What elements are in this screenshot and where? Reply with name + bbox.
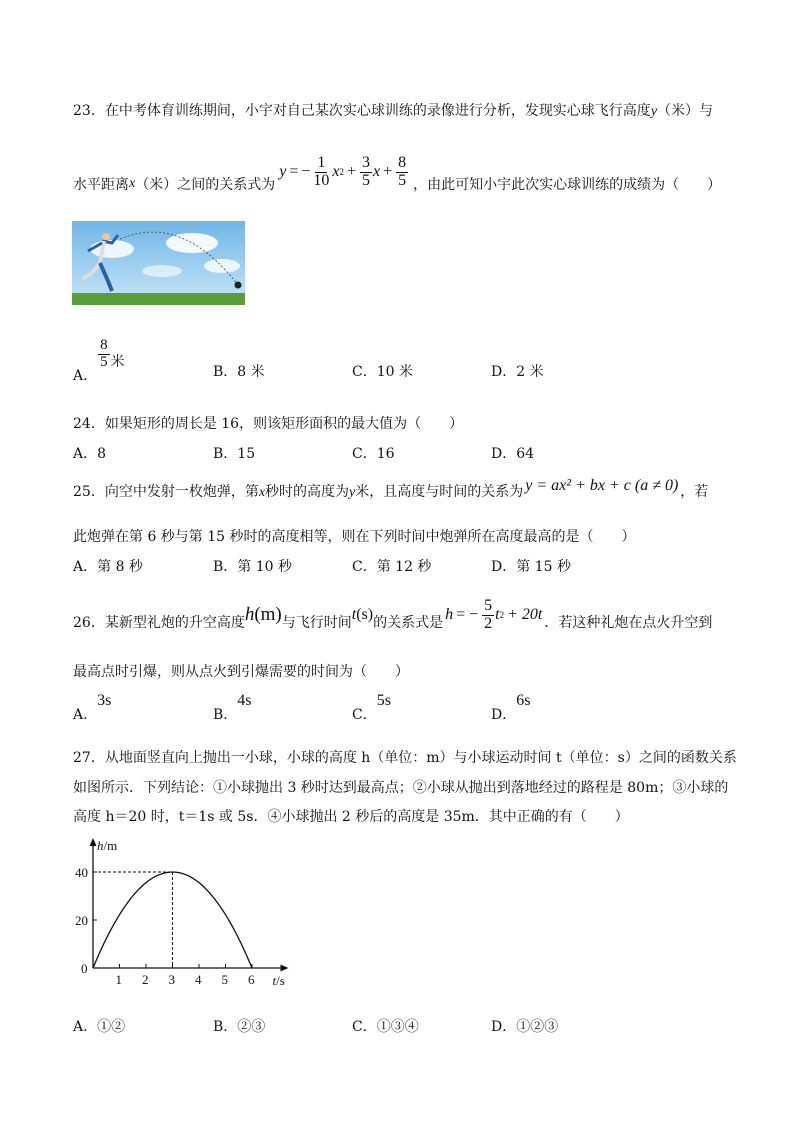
q25-line1a: 25．向空中发射一枚炮弹，第 (73, 484, 259, 500)
q23-opt-a-den: 5 (100, 353, 108, 370)
q23-line1-text: 23．在中考体育训练期间，小宇对自己某次实心球训练的录像进行分析，发现实心球飞行高度 (73, 103, 651, 119)
q24-opt-c-label: C． (352, 446, 377, 462)
q23-line1 (73, 100, 713, 120)
shot-put-photo (72, 221, 245, 305)
q26-option-b[interactable] (213, 690, 252, 723)
q25-option-a[interactable] (73, 556, 143, 576)
q25-opt-c-text: 第 12 秒 (376, 559, 432, 575)
q24-option-c[interactable] (352, 443, 395, 463)
x-tick-label-4: 4 (195, 972, 202, 987)
q25-line1d: ，若 (680, 484, 709, 500)
y-axis-arrow (90, 838, 97, 846)
q26-opt-c-text: 5s (376, 692, 391, 709)
q25-opt-b-label: B． (213, 559, 238, 575)
q23-f-lhs: y (279, 163, 287, 180)
q26-f-exp: 2 (499, 610, 505, 621)
q25-line1b: 秒时的高度为 (265, 484, 350, 500)
q24-option-a[interactable] (73, 443, 106, 463)
q23-opt-c-label: C． (352, 364, 377, 380)
q26-opt-d-text: 6s (516, 692, 531, 709)
q26-f-eq: = − (456, 606, 479, 624)
q23-unit-y: （米）与 (657, 103, 714, 119)
q27-chart-svg (68, 832, 308, 992)
q27-opt-a-label: A． (73, 1019, 98, 1035)
q26-t-var: t (351, 606, 357, 624)
q26-opt-b-text: 4s (237, 692, 252, 709)
q27-option-d[interactable] (491, 1016, 558, 1036)
q23-line2 (73, 150, 721, 194)
q26-opt-c-label: C． (352, 707, 377, 723)
x-tick-label-2: 2 (142, 972, 149, 987)
q26-line1d: ．若这种礼炮在点火升空到 (544, 615, 713, 632)
q23-f-plus1: + (347, 163, 357, 180)
q25-opt-a-text: 第 8 秒 (97, 559, 143, 575)
q25-opt-b-text: 第 10 秒 (237, 559, 293, 575)
q26-opt-d-label: D． (491, 707, 517, 723)
q26-line1 (73, 598, 712, 633)
q23-f-frac2 (360, 155, 372, 190)
q27-line2: 如图所示．下列结论：①小球抛出 3 秒时达到最高点；②小球从抛出到落地经过的路程是 80m；③小球的 (73, 780, 729, 796)
q23-var-y: y (650, 104, 658, 119)
q23-f-frac3 (396, 155, 408, 190)
q23-f3-den: 5 (398, 171, 407, 189)
q27-opt-d-label: D． (491, 1019, 517, 1035)
x-axis-arrow (281, 965, 289, 972)
q25-option-b[interactable] (213, 556, 292, 576)
q23-option-a[interactable] (73, 337, 125, 385)
q26-opt-b-label: B． (213, 707, 238, 723)
shot-put-illustration (72, 221, 245, 305)
q23-f-frac1 (311, 155, 331, 190)
q25-opt-a-label: A． (73, 559, 98, 575)
x-tick-label-6: 6 (248, 972, 255, 987)
q24-opt-d-label: D． (491, 446, 517, 462)
q27-line3: 高度 h＝20 时，t＝1s 或 5s．④小球抛出 2 秒后的高度是 35m．其中正确的有（ ） (73, 809, 629, 825)
q23-opt-a-suffix: 米 (110, 354, 125, 371)
x-tick-label-5: 5 (221, 972, 228, 987)
q27-opt-b-text: ②③ (237, 1019, 266, 1035)
q23-opt-a-label: A． (73, 368, 98, 385)
y-tick-label-40: 40 (75, 865, 88, 880)
y-tick-label-0: 0 (81, 961, 88, 976)
q26-option-a[interactable] (73, 690, 112, 723)
q24-opt-a-label: A． (73, 446, 98, 462)
q23-option-b[interactable] (213, 361, 265, 381)
q23-opt-d-label: D． (491, 364, 517, 380)
q26-f-rest: + 20t (507, 606, 543, 624)
y-axis-label: h/m (97, 838, 118, 853)
q24-opt-b-text: 15 (237, 446, 256, 462)
q25-formula: y = ax² + bx + c (a ≠ 0) (525, 477, 679, 494)
q23-f-x2: x (332, 163, 340, 180)
q25-line1 (73, 477, 709, 501)
q27-opt-b-label: B． (213, 1019, 238, 1035)
x-tick-label-1: 1 (115, 972, 122, 987)
q23-line2a: 水平距离 (73, 177, 129, 193)
x-axis-label: t/s (272, 973, 285, 988)
q23-option-c[interactable] (352, 361, 413, 381)
q25-var-y: y (349, 485, 356, 500)
q23-opt-a-frac (98, 338, 110, 371)
q27-opt-a-text: ①② (97, 1019, 126, 1035)
q27-option-b[interactable] (213, 1016, 265, 1036)
q24-opt-b-label: B． (213, 446, 238, 462)
q26-h-var: h (244, 604, 255, 626)
q26-f-lhs: h (445, 606, 454, 624)
q24-opt-c-text: 16 (376, 446, 395, 462)
q23-f2-den: 5 (362, 171, 371, 189)
q25-opt-d-label: D． (491, 559, 517, 575)
q24-option-b[interactable] (213, 443, 255, 463)
q25-opt-c-label: C． (352, 559, 377, 575)
q26-t-unit: (s) (356, 606, 374, 624)
q23-option-d[interactable] (491, 361, 544, 381)
q23-f-exp: 2 (339, 167, 344, 177)
q27-chart (68, 832, 308, 992)
q26-line1a: 26．某新型礼炮的升空高度 (73, 615, 245, 632)
q27-opt-c-text: ①③④ (376, 1019, 419, 1035)
q26-line2: 最高点时引爆，则从点火到引爆需要的时间为（ ） (73, 664, 409, 680)
q27-opt-d-text: ①②③ (516, 1019, 559, 1035)
q23-f-eq: = (289, 163, 299, 180)
q23-line2c: ，由此可知小宇此次实心球训练的成绩为（ ） (413, 177, 722, 193)
q23-f1-num: 1 (317, 153, 326, 171)
q26-opt-a-text: 3s (97, 692, 112, 709)
q25-option-c[interactable] (352, 556, 431, 576)
y-tick-label-20: 20 (75, 913, 88, 928)
q26-option-c[interactable] (352, 690, 391, 723)
q26-h-unit: (m) (254, 604, 282, 626)
q26-option-d[interactable] (491, 690, 531, 723)
q27-opt-c-label: C． (352, 1019, 377, 1035)
q25-var-x: x (258, 485, 266, 500)
q23-line2b: （米）之间的关系式为 (135, 177, 276, 193)
q24-text: 24．如果矩形的周长是 16，则该矩形面积的最大值为（ ） (73, 416, 464, 432)
q26-f-num: 5 (484, 597, 493, 614)
q26-line1b: 与飞行时间 (281, 615, 352, 632)
q26-formula (445, 598, 542, 633)
q23-opt-b-text: 8 米 (237, 364, 265, 380)
q23-var-x: x (129, 176, 136, 191)
q23-opt-c-text: 10 米 (376, 364, 413, 380)
x-tick-label-3: 3 (168, 972, 175, 987)
q24-opt-d-text: 64 (516, 446, 535, 462)
q27-line1: 27．从地面竖直向上抛出一小球，小球的高度 h（单位：m）与小球运动时间 t（单位：s）之间的函数关系 (73, 750, 737, 766)
q23-f-sign: − (301, 163, 311, 180)
q23-f3-num: 8 (398, 153, 407, 171)
q25-line2: 此炮弹在第 6 秒与第 15 秒时的高度相等，则在下列时间中炮弹所在高度最高的是（ ） (73, 529, 636, 545)
q26-opt-a-label: A． (73, 707, 98, 723)
q23-formula (279, 155, 409, 190)
q25-opt-d-text: 第 15 秒 (516, 559, 571, 575)
q23-f2-num: 3 (362, 153, 371, 171)
q27-option-c[interactable] (352, 1016, 419, 1036)
q23-opt-d-text: 2 米 (516, 364, 544, 380)
q26-f-t2: t (495, 606, 500, 624)
q24-opt-a-text: 8 (97, 446, 107, 462)
q24-option-d[interactable] (491, 443, 534, 463)
q26-line1c: 的关系式是 (373, 615, 444, 632)
q23-f-x1: x (373, 163, 381, 180)
q25-option-d[interactable] (491, 556, 571, 576)
q23-f1-den: 10 (313, 171, 330, 189)
q27-option-a[interactable] (73, 1016, 125, 1036)
q23-opt-a-num: 8 (100, 337, 108, 353)
q25-line1c: 米，且高度与时间的关系为 (355, 484, 524, 500)
q26-f-frac (482, 598, 494, 633)
q26-f-den: 2 (484, 614, 493, 632)
q23-opt-b-label: B． (213, 364, 238, 380)
q23-f-plus2: + (383, 163, 393, 180)
